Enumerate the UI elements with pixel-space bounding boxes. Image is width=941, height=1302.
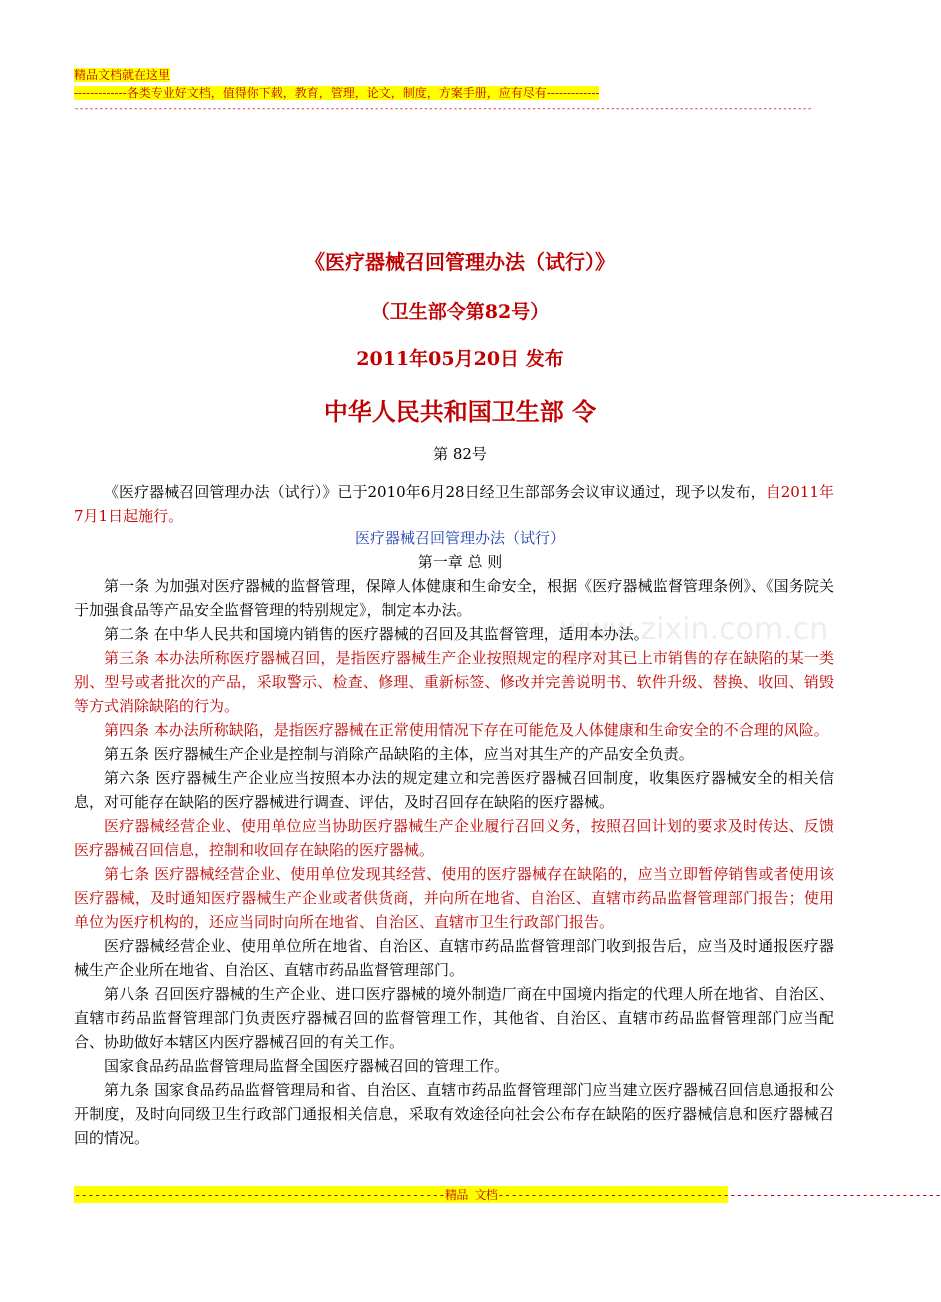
article-paragraph: 第七条 医疗器械经营企业、使用单位发现其经营、使用的医疗器械存在缺陷的，应当立即暂停销售或者使用该医疗器械，及时通知医疗器械生产企业或者供货商，并向所在地省、自治区、直辖市药品监督管理部门报告；使用单位为医疗机构的，还应当同时向所在地省、自治区、直辖市卫生行政部门报告。 [74, 865, 834, 931]
intro-paragraph [74, 480, 834, 528]
issuing-authority: 中华人民共和国卫生部 令 [323, 397, 597, 426]
watermark: www.zixin.com.cn [560, 612, 829, 647]
article-paragraph: 第一条 为加强对医疗器械的监督管理，保障人体健康和生命安全，根据《医疗器械监督管理条例》、《国务院关于加强食品等产品安全监督管理的特别规定》，制定本办法。 [74, 577, 834, 619]
doc-title: 《医疗器械召回管理办法（试行）》 [305, 250, 615, 274]
article-paragraph: 国家食品药品监督管理局监督全国医疗器械召回的管理工作。 [104, 1057, 510, 1075]
footer-divider: --------------------------------------------------------精品 文档------------------------------------------------------------------- [74, 1188, 941, 1202]
article-paragraph: 医疗器械经营企业、使用单位所在地省、自治区、直辖市药品监督管理部门收到报告后，应当及时通报医疗器械生产企业所在地省、自治区、直辖市药品监督管理部门。 [74, 937, 834, 979]
header-line-1 [74, 67, 170, 84]
article-paragraph: 第四条 本办法所称缺陷，是指医疗器械在正常使用情况下存在可能危及人体健康和生命安全的不合理的风险。 [104, 721, 829, 739]
article-paragraph: 第九条 国家食品药品监督管理局和省、自治区、直辖市药品监督管理部门应当建立医疗器械召回信息通报和公开制度，及时向同级卫生行政部门通报相关信息，采取有效途径向社会公布存在缺陷的医疗器械信息和医疗器械召回的情况。 [74, 1081, 834, 1147]
order-number-line: 第 82号 [433, 445, 487, 463]
intro-text: 《医疗器械召回管理办法（试行）》已于2010年6月28日经卫生部部务会议审议通过，现予以发布， [104, 483, 766, 501]
header-divider: ------------------------------------------------------------------------------------------------------------------------------------------------------ [74, 104, 812, 114]
regulation-subtitle: 医疗器械召回管理办法（试行） [354, 529, 565, 547]
header-title: 精品文档就在这里 [74, 68, 171, 82]
article-paragraph: 第三条 本办法所称医疗器械召回，是指医疗器械生产企业按照规定的程序对其已上市销售的存在缺陷的某一类别、型号或者批次的产品，采取警示、检查、修理、重新标签、修改并完善说明书、软件升级、替换、收回、销毁等方式消除缺陷的行为。 [74, 649, 834, 715]
article-paragraph: 第六条 医疗器械生产企业应当按照本办法的规定建立和完善医疗器械召回制度，收集医疗器械安全的相关信息，对可能存在缺陷的医疗器械进行调查、评估，及时召回存在缺陷的医疗器械。 [74, 769, 834, 811]
article-paragraph: 第八条 召回医疗器械的生产企业、进口医疗器械的境外制造厂商在中国境内指定的代理人所在地省、自治区、直辖市药品监督管理部门负责医疗器械召回的监督管理工作，其他省、自治区、直辖市药品监督管理部门应当配合、协助做好本辖区内医疗器械召回的有关工作。 [74, 985, 834, 1051]
doc-order-number: （卫生部令第82号） [370, 301, 550, 323]
chapter-heading: 第一章 总 则 [417, 553, 503, 571]
article-paragraph: 第二条 在中华人民共和国境内销售的医疗器械的召回及其监督管理，适用本办法。 [104, 625, 649, 643]
intro-effective-date: 自2011年7月1日起施行。 [74, 483, 834, 525]
doc-publish-date: 2011年05月20日 发布 [356, 348, 564, 370]
articles-body [74, 574, 834, 1150]
article-paragraph: 医疗器械经营企业、使用单位应当协助医疗器械生产企业履行召回义务，按照召回计划的要求及时传达、反馈医疗器械召回信息，控制和收回存在缺陷的医疗器械。 [74, 817, 834, 859]
header-slogan: -------------各类专业好文档，值得你下载，教育，管理，论文，制度，方案手册，应有尽有------------- [74, 86, 600, 100]
article-paragraph: 第五条 医疗器械生产企业是控制与消除产品缺陷的主体，应当对其生产的产品安全负责。 [104, 745, 694, 763]
header-line-2 [74, 85, 599, 102]
